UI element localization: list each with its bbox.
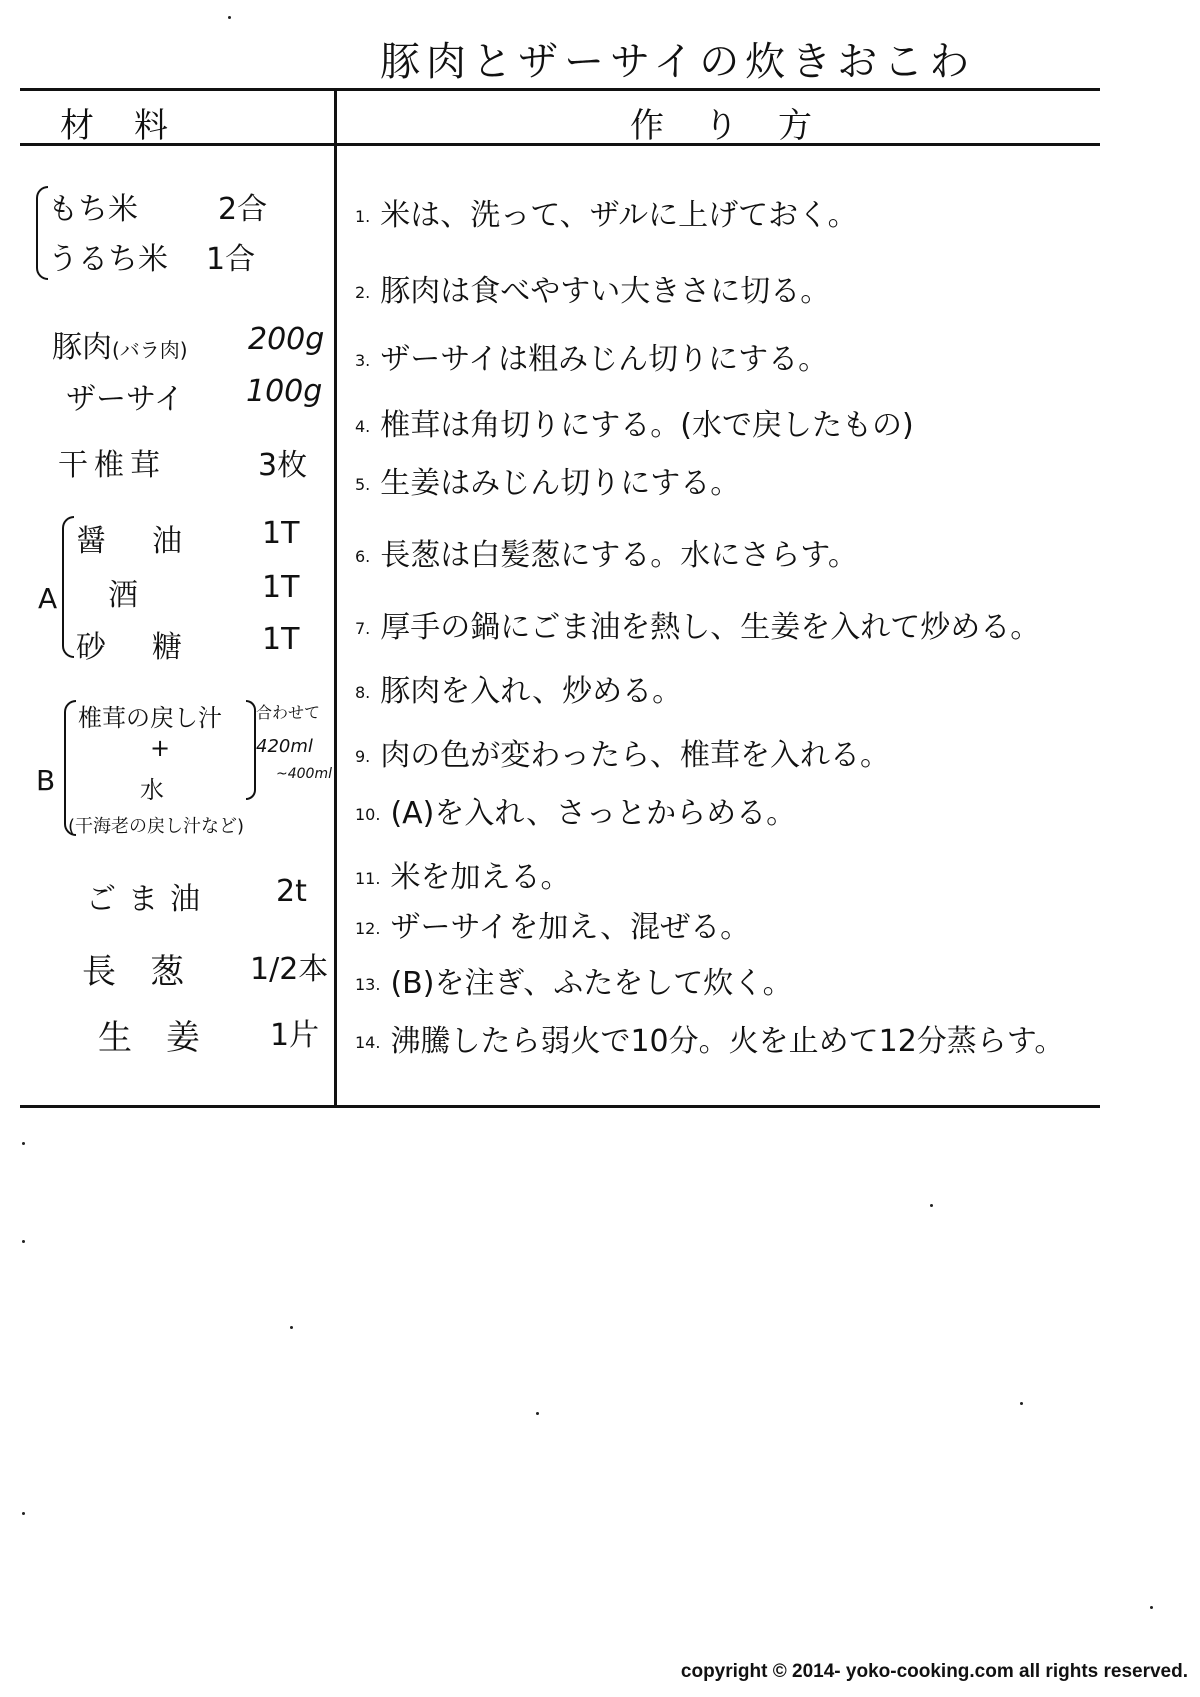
step-4 [355, 400, 914, 444]
ingredient-sugar: 砂 糖 [76, 630, 190, 665]
step-text: 豚肉は食べやすい大きさに切る。 [380, 274, 831, 309]
ingredient-sesame-oil-amount: 2t [276, 874, 307, 909]
step-14 [355, 1016, 1064, 1060]
step-number: 4. [355, 417, 371, 436]
step-number: 2. [355, 283, 371, 302]
ingredients-header: 材料 [60, 106, 208, 146]
ingredient-pork [52, 322, 188, 366]
step-12 [355, 902, 750, 946]
ingredient-shiitake: 干椎茸 [58, 448, 166, 483]
group-a-brace [62, 516, 74, 658]
ingredient-leek: 長葱 [82, 952, 218, 992]
step-number: 11. [355, 869, 381, 888]
step-9 [355, 730, 890, 774]
ingredient-zasai-amount: 100g [246, 374, 323, 409]
scan-speck [290, 1326, 293, 1329]
ingredient-name: 豚肉 [52, 330, 112, 365]
group-b-note-combined: 合わせて [256, 703, 321, 722]
ingredient-shiitake-amount: 3枚 [258, 448, 308, 483]
step-text: 肉の色が変わったら、椎茸を入れる。 [380, 738, 890, 773]
step-number: 6. [355, 547, 371, 566]
step-text: 厚手の鍋にごま油を熱し、生姜を入れて炒める。 [380, 610, 1041, 645]
step-text: 米は、洗って、ザルに上げておく。 [380, 198, 858, 233]
step-text: 豚肉を入れ、炒める。 [380, 674, 683, 709]
ingredient-note: (バラ肉) [112, 338, 188, 362]
ingredient-ginger-amount: 1片 [270, 1018, 320, 1053]
group-b-alternative: (干海老の戻し汁など) [68, 816, 245, 837]
step-number: 1. [355, 207, 371, 226]
step-text: 長葱は白髪葱にする。水にさらす。 [380, 538, 858, 573]
step-7 [355, 602, 1040, 646]
ingredient-leek-amount: 1/2本 [250, 952, 329, 987]
step-text: 椎茸は角切りにする。(水で戻したもの) [380, 408, 914, 443]
group-b-label: B [36, 764, 56, 797]
scan-speck [536, 1412, 539, 1415]
step-number: 8. [355, 683, 371, 702]
ingredient-sake: 酒 [108, 578, 138, 613]
step-1 [355, 190, 858, 234]
step-text: (A)を入れ、さっとからめる。 [390, 796, 797, 831]
step-number: 9. [355, 747, 371, 766]
ingredient-mochigome-amount: 2合 [218, 192, 268, 227]
step-number: 10. [355, 805, 381, 824]
ingredient-zasai: ザーサイ [66, 382, 184, 417]
table-top-rule [20, 88, 1100, 91]
step-number: 5. [355, 475, 371, 494]
step-8 [355, 666, 682, 710]
ingredient-soy-sauce-amount: 1T [262, 516, 300, 551]
column-divider [334, 88, 337, 1108]
ingredient-sake-amount: 1T [262, 570, 300, 605]
step-text: 生姜はみじん切りにする。 [380, 466, 741, 501]
group-b-note-volume: 420ml [256, 736, 313, 757]
ingredient-uruchimai [48, 234, 168, 278]
step-number: 14. [355, 1033, 381, 1052]
scan-speck [22, 1142, 25, 1145]
step-13 [355, 958, 793, 1002]
ingredient-sesame-oil: ごま油 [86, 882, 212, 917]
step-number: 12. [355, 919, 381, 938]
step-text: ザーサイは粗みじん切りにする。 [380, 342, 829, 377]
ingredient-uruchimai-amount: 1合 [206, 242, 256, 277]
step-text: ザーサイを加え、混ぜる。 [390, 910, 751, 945]
ingredient-mochigome [48, 184, 138, 228]
step-5 [355, 458, 740, 502]
ingredient-soy-sauce: 醤 油 [76, 524, 190, 559]
ingredient-name: もち米 [48, 192, 138, 227]
group-b-right-brace [246, 700, 256, 800]
step-6 [355, 530, 858, 574]
step-number: 13. [355, 975, 381, 994]
scan-speck [228, 16, 231, 19]
scan-speck [1150, 1606, 1153, 1609]
step-number: 3. [355, 351, 371, 370]
step-text: 米を加える。 [390, 860, 571, 895]
recipe-title: 豚肉とザーサイの炊きおこわ [380, 39, 976, 85]
step-text: (B)を注ぎ、ふたをして炊く。 [390, 966, 793, 1001]
scan-speck [930, 1204, 933, 1207]
group-b-note-range: ~400ml [276, 766, 332, 782]
step-number: 7. [355, 619, 371, 638]
ingredient-name: うるち米 [48, 242, 168, 277]
rice-brace [36, 186, 48, 280]
group-b-shiitake-liquid: 椎茸の戻し汁 [78, 704, 222, 732]
ingredient-ginger: 生姜 [98, 1018, 234, 1058]
table-bottom-rule [20, 1105, 1100, 1108]
scan-speck [22, 1512, 25, 1515]
ingredient-sugar-amount: 1T [262, 622, 300, 657]
copyright-notice: copyright © 2014- yoko-cooking.com all rights reserved. [680, 1661, 1188, 1682]
group-b-plus: + [150, 734, 171, 762]
scan-speck [22, 1240, 25, 1243]
step-11 [355, 852, 570, 896]
step-3 [355, 334, 828, 378]
group-a-label: A [38, 582, 58, 615]
method-header: 作り方 [630, 106, 852, 146]
group-b-water: 水 [140, 776, 164, 804]
step-2 [355, 266, 830, 310]
scan-speck [1020, 1402, 1023, 1405]
ingredient-pork-amount: 200g [248, 322, 325, 357]
step-10 [355, 788, 796, 832]
step-text: 沸騰したら弱火で10分。火を止めて12分蒸らす。 [390, 1024, 1065, 1059]
